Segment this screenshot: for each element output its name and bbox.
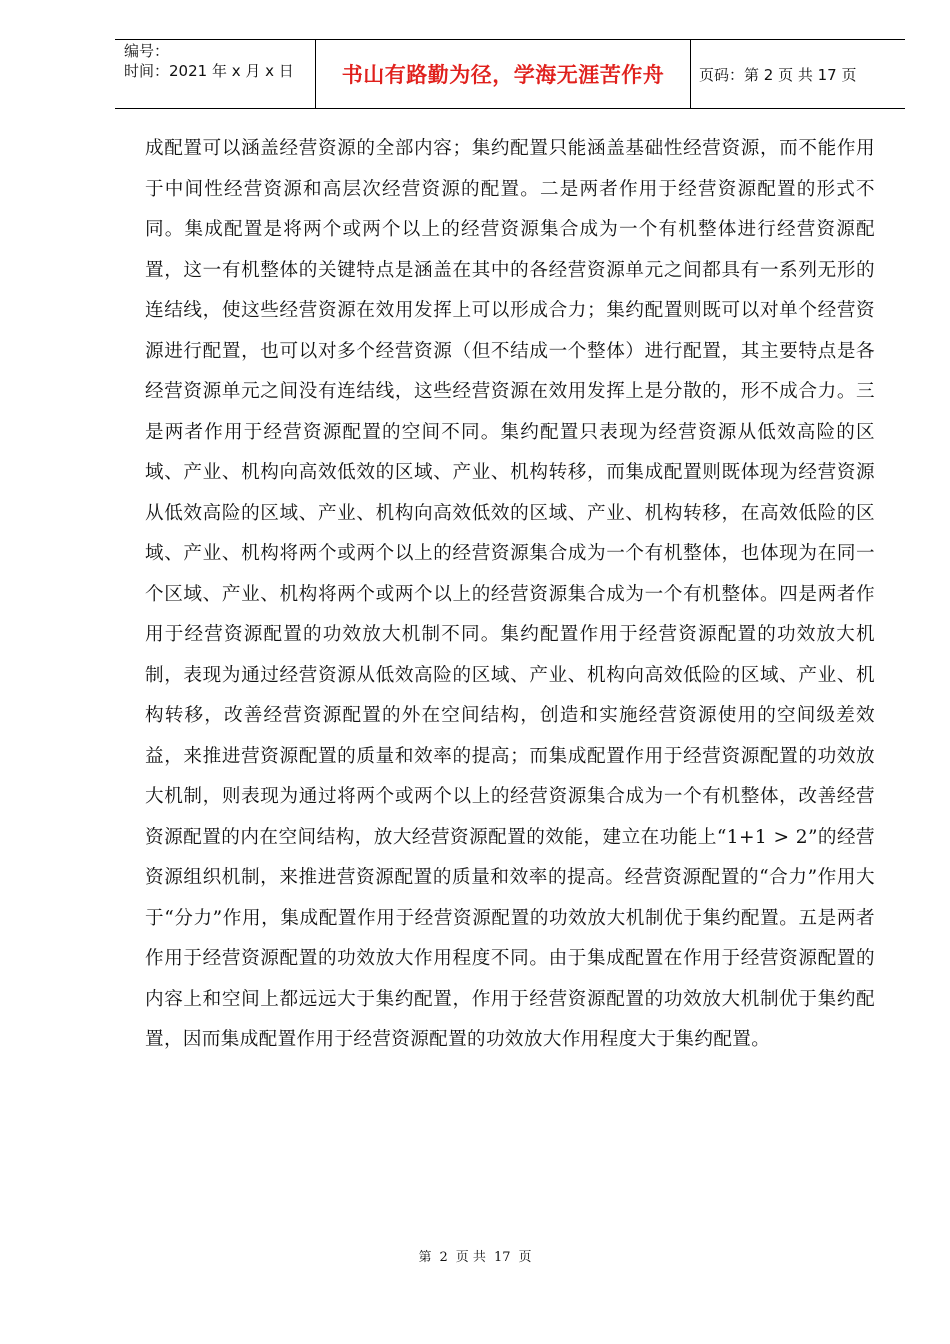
header-meta-cell [115,40,316,108]
footer-page-number: 2 [439,1250,448,1265]
header-motto: 书山有路勤为径，学海无涯苦作舟 [341,63,665,87]
document-number-label: 编号： [124,42,170,60]
footer-prefix: 第 [418,1250,432,1265]
footer-suffix: 页 [518,1250,532,1265]
header-page-cell [691,40,905,108]
page-header [115,39,905,109]
page-footer [0,1246,950,1265]
header-page-label: 页码：第 2 页 共 17 页 [699,65,857,84]
document-time-label: 时间：2021 年 x 月 x 日 [124,62,294,80]
header-motto-cell [316,40,691,108]
footer-middle: 页 共 [455,1250,486,1265]
body-paragraph: 成配置可以涵盖经营资源的全部内容；集约配置只能涵盖基础性经营资源，而不能作用于中间性经营资源和高层次经营资源的配置。二是两者作用于经营资源配置的形式不同。集成配置是将两个或两个以上的经营资源集合成为一个有机整体进行经营资源配置，这一有机整体的关键特点是涵盖在其中的各经营资源单元之间都具有一系列无形的连结线，使这些经营资源在效用发挥上可以形成合力；集约配置则既可以对单个经营资源进行配置，也可以对多个经营资源（但不结成一个整体）进行配置，其主要特点是各经营资源单元之间没有连结线，这些经营资源在效用发挥上是分散的，形不成合力。三是两者作用于经营资源配置的空间不同。集约配置只表现为经营资源从低效高险的区域、产业、机构向高效低效的区域、产业、机构转移，而集成配置则既体现为经营资源从低效高险的区域、产业、机构向高效低效的区域、产业、机构转移，在高效低险的区域、产业、机构将两个或两个以上的经营资源集合成为一个有机整体，也体现为在同一个区域、产业、机构将两个或两个以上的经营资源集合成为一个有机整体。四是两者作用于经营资源配置的功效放大机制不同。集约配置作用于经营资源配置的功效放大机制，表现为通过经营资源从低效高险的区域、产业、机构向高效低险的区域、产业、机构转移，改善经营资源配置的外在空间结构，创造和实施经营资源使用的空间级差效益，来推进营资源配置的质量和效率的提高；而集成配置作用于经营资源配置的功效放大机制，则表现为通过将两个或两个以上的经营资源集合成为一个有机整体，改善经营资源配置的内在空间结构，放大经营资源配置的效能，建立在功能上“1+1 > 2”的经营资源组织机制，来推进营资源配置的质量和效率的提高。经营资源配置的“合力”作用大于“分力”作用，集成配置作用于经营资源配置的功效放大机制优于集约配置。五是两者作用于经营资源配置的功效放大作用程度不同。由于集成配置在作用于经营资源配置的内容上和空间上都远远大于集约配置，作用于经营资源配置的功效放大机制优于集约配置，因而集成配置作用于经营资源配置的功效放大作用程度大于集约配置。 [145,138,875,1050]
footer-total-pages: 17 [493,1250,511,1265]
